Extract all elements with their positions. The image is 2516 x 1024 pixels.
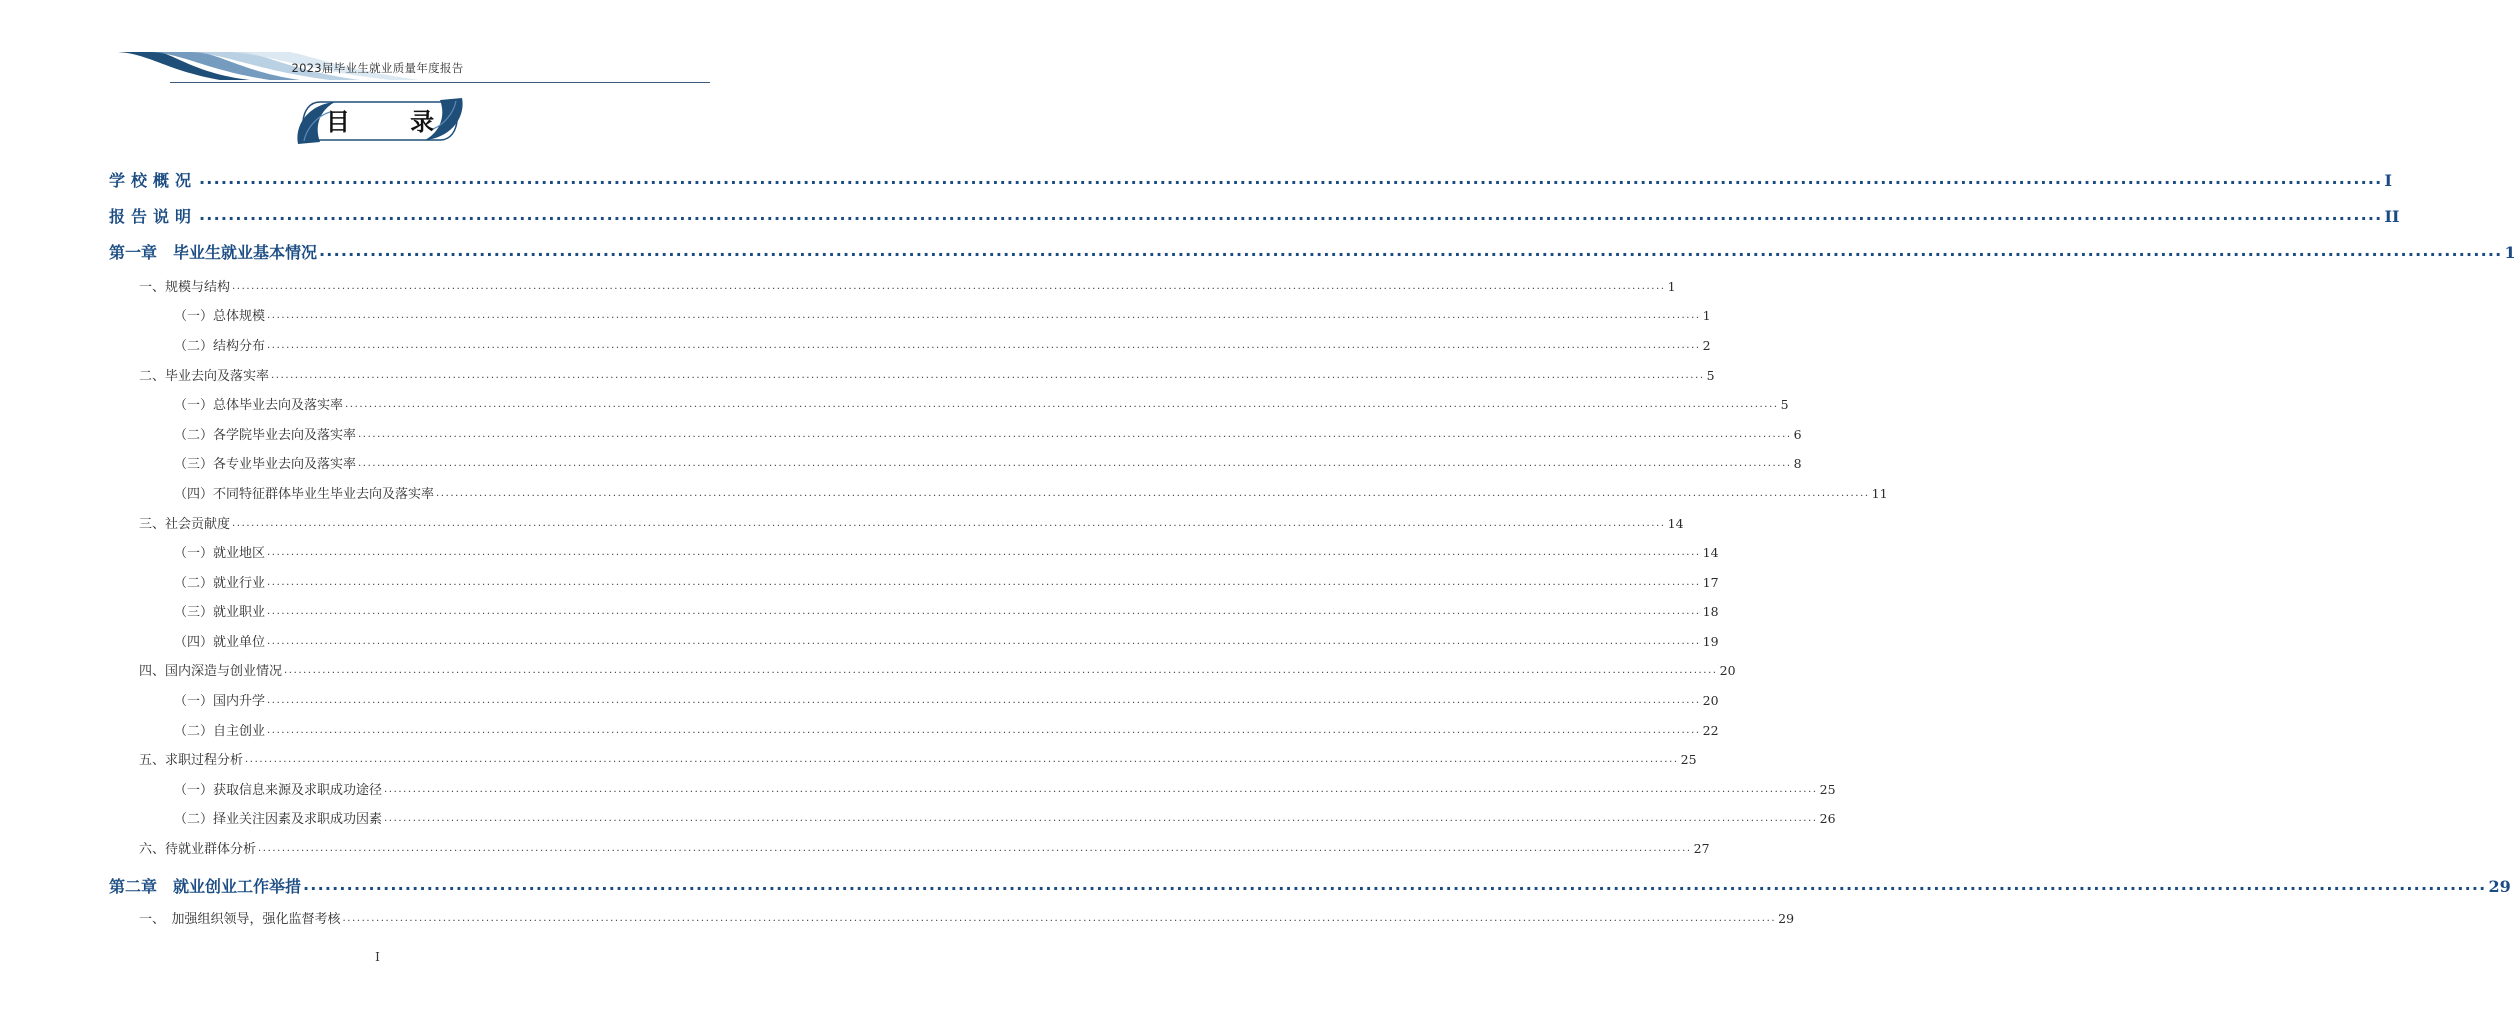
toc-entry-label: 一、规模与结构 [139,280,231,295]
toc-entry-label: （二）各学院毕业去向及落实率 [174,428,357,443]
toc-entry-label: 二、毕业去向及落实率 [139,369,270,384]
toc-entry-page: 19 [1702,634,1719,649]
toc-entry-label: 六、待就业群体分析 [139,842,257,857]
toc-entry[interactable] [139,513,1684,532]
toc-entry-page: 18 [1702,604,1719,619]
toc-entry[interactable] [174,808,1836,827]
toc-entry-page: 2 [1702,338,1711,353]
toc-entry-page: 11 [1871,486,1888,501]
toc-dot-leader: ............................................................................................................................................................................................................................................................................................................ [319,241,2503,260]
toc-dot-leader: ............................................................................................................................................................................................................................................................................................................ [267,577,1701,588]
toc-entry-label: 四、国内深造与创业情况 [139,664,283,679]
toc-title-badge [290,94,470,148]
footer-page-number: I [375,950,380,964]
toc-entry[interactable] [174,453,1802,472]
toc-entry-label: 报告说明 [109,207,198,226]
toc-entry[interactable] [174,779,1836,798]
toc-dot-leader: ............................................................................................................................................................................................................................................................................................................ [358,429,1792,440]
toc-entry-label: （一）总体规模 [174,309,266,324]
toc-entry-label: 一、 加强组织领导，强化监督考核 [139,912,341,927]
toc-entry-page: 29 [2488,877,2511,896]
toc-entry-page: 5 [1706,368,1715,383]
toc-entry[interactable] [174,631,1719,650]
toc-title: 目 录 [325,107,461,136]
toc-dot-leader: ............................................................................................................................................................................................................................................................................................................ [267,310,1701,321]
toc-entry-label: （二）就业行业 [174,576,266,591]
toc-entry-page: 8 [1793,456,1802,471]
toc-entry-page: 17 [1702,575,1719,590]
toc-entry[interactable] [174,335,1711,354]
toc-entry[interactable] [139,660,1736,679]
toc-entry[interactable] [139,838,1710,857]
toc-entry-label: （一）总体毕业去向及落实率 [174,398,344,413]
toc-dot-leader: ............................................................................................................................................................................................................................................................................................................ [245,754,1679,765]
toc-entry[interactable] [174,424,1802,443]
toc-entry-page: 26 [1819,811,1836,826]
toc-entry-page: 25 [1680,752,1697,767]
toc-entry-page: 5 [1780,397,1789,412]
toc-entry-page: 1 [1702,308,1711,323]
toc-dot-leader: ............................................................................................................................................................................................................................................................................................................ [232,518,1666,529]
toc-entry-page: II [2384,207,2400,226]
toc-dot-leader: ............................................................................................................................................................................................................................................................................................................ [232,281,1666,292]
toc-entry-page: 1 [1667,279,1676,294]
toc-entry-page: I [2384,171,2392,190]
toc-entry-label: （一）获取信息来源及求职成功途径 [174,783,383,798]
toc-entry[interactable] [109,168,2392,191]
toc-dot-leader: ............................................................................................................................................................................................................................................................................................................ [267,547,1701,558]
toc-entry[interactable] [174,483,1888,502]
toc-dot-leader: ............................................................................................................................................................................................................................................................................................................ [342,913,1777,924]
toc-entry[interactable] [174,601,1719,620]
toc-entry[interactable] [139,749,1697,768]
toc-dot-leader: ............................................................................................................................................................................................................................................................................................................ [258,843,1692,854]
toc-entry[interactable] [174,305,1711,324]
toc-dot-leader: ............................................................................................................................................................................................................................................................................................................ [199,205,2383,224]
toc-entry-page: 14 [1667,516,1684,531]
toc-entry[interactable] [174,542,1719,561]
toc-entry-page: 22 [1702,723,1719,738]
toc-entry[interactable] [139,276,1676,295]
toc-entry[interactable] [174,394,1789,413]
toc-dot-leader: ............................................................................................................................................................................................................................................................................................................ [303,875,2487,894]
toc-entry-page: 14 [1702,545,1719,560]
toc-dot-leader: ............................................................................................................................................................................................................................................................................................................ [267,340,1701,351]
toc-dot-leader: ............................................................................................................................................................................................................................................................................................................ [436,488,1870,499]
toc-entry-label: （一）国内升学 [174,694,266,709]
toc-entry-label: （一）就业地区 [174,546,266,561]
toc-entry-label: 学校概况 [109,171,198,190]
toc-entry[interactable] [109,204,2400,227]
toc-entry-label: （二）择业关注因素及求职成功因素 [174,812,383,827]
toc-entry-label: 三、社会贡献度 [139,517,231,532]
toc-dot-leader: ............................................................................................................................................................................................................................................................................................................ [384,784,1818,795]
toc-entry[interactable] [109,874,2511,897]
toc-entry-page: 1 [2504,243,2516,262]
toc-entry-page: 27 [1693,841,1710,856]
toc-entry-label: （四）就业单位 [174,635,266,650]
toc-entry-label: （三）各专业毕业去向及落实率 [174,457,357,472]
toc-entry-page: 6 [1793,427,1802,442]
toc-entry-label: （二）结构分布 [174,339,266,354]
toc-entry[interactable] [139,365,1715,384]
toc-entry-page: 20 [1702,693,1719,708]
toc-dot-leader: ............................................................................................................................................................................................................................................................................................................ [345,399,1779,410]
toc-entry-label: 第一章 毕业生就业基本情况 [109,243,318,262]
toc-entry[interactable] [139,908,1795,927]
toc-dot-leader: ............................................................................................................................................................................................................................................................................................................ [267,695,1701,706]
toc-entry-label: （三）就业职业 [174,605,266,620]
toc-dot-leader: ............................................................................................................................................................................................................................................................................................................ [271,370,1705,381]
toc-entry-label: 五、求职过程分析 [139,753,244,768]
toc-dot-leader: ............................................................................................................................................................................................................................................................................................................ [267,725,1701,736]
toc-entry[interactable] [174,572,1719,591]
toc-entry[interactable] [109,240,2516,263]
toc-entry[interactable] [174,690,1719,709]
toc-entry-page: 25 [1819,782,1836,797]
toc-entry-page: 29 [1778,911,1795,926]
toc-entry-label: （二）自主创业 [174,724,266,739]
header-title: 2023届毕业生就业质量年度报告 [291,61,464,75]
toc-dot-leader: ............................................................................................................................................................................................................................................................................................................ [358,458,1792,469]
toc-entry-label: 第二章 就业创业工作举措 [109,877,302,896]
toc-entry-label: （四）不同特征群体毕业生毕业去向及落实率 [174,487,435,502]
toc-entry-page: 20 [1719,663,1736,678]
toc-entry[interactable] [174,720,1719,739]
toc-dot-leader: ............................................................................................................................................................................................................................................................................................................ [267,606,1701,617]
toc-dot-leader: ............................................................................................................................................................................................................................................................................................................ [384,813,1818,824]
header-divider [170,82,710,83]
toc-dot-leader: ............................................................................................................................................................................................................................................................................................................ [284,665,1718,676]
toc-dot-leader: ............................................................................................................................................................................................................................................................................................................ [267,636,1701,647]
toc-dot-leader: ............................................................................................................................................................................................................................................................................................................ [199,169,2383,188]
